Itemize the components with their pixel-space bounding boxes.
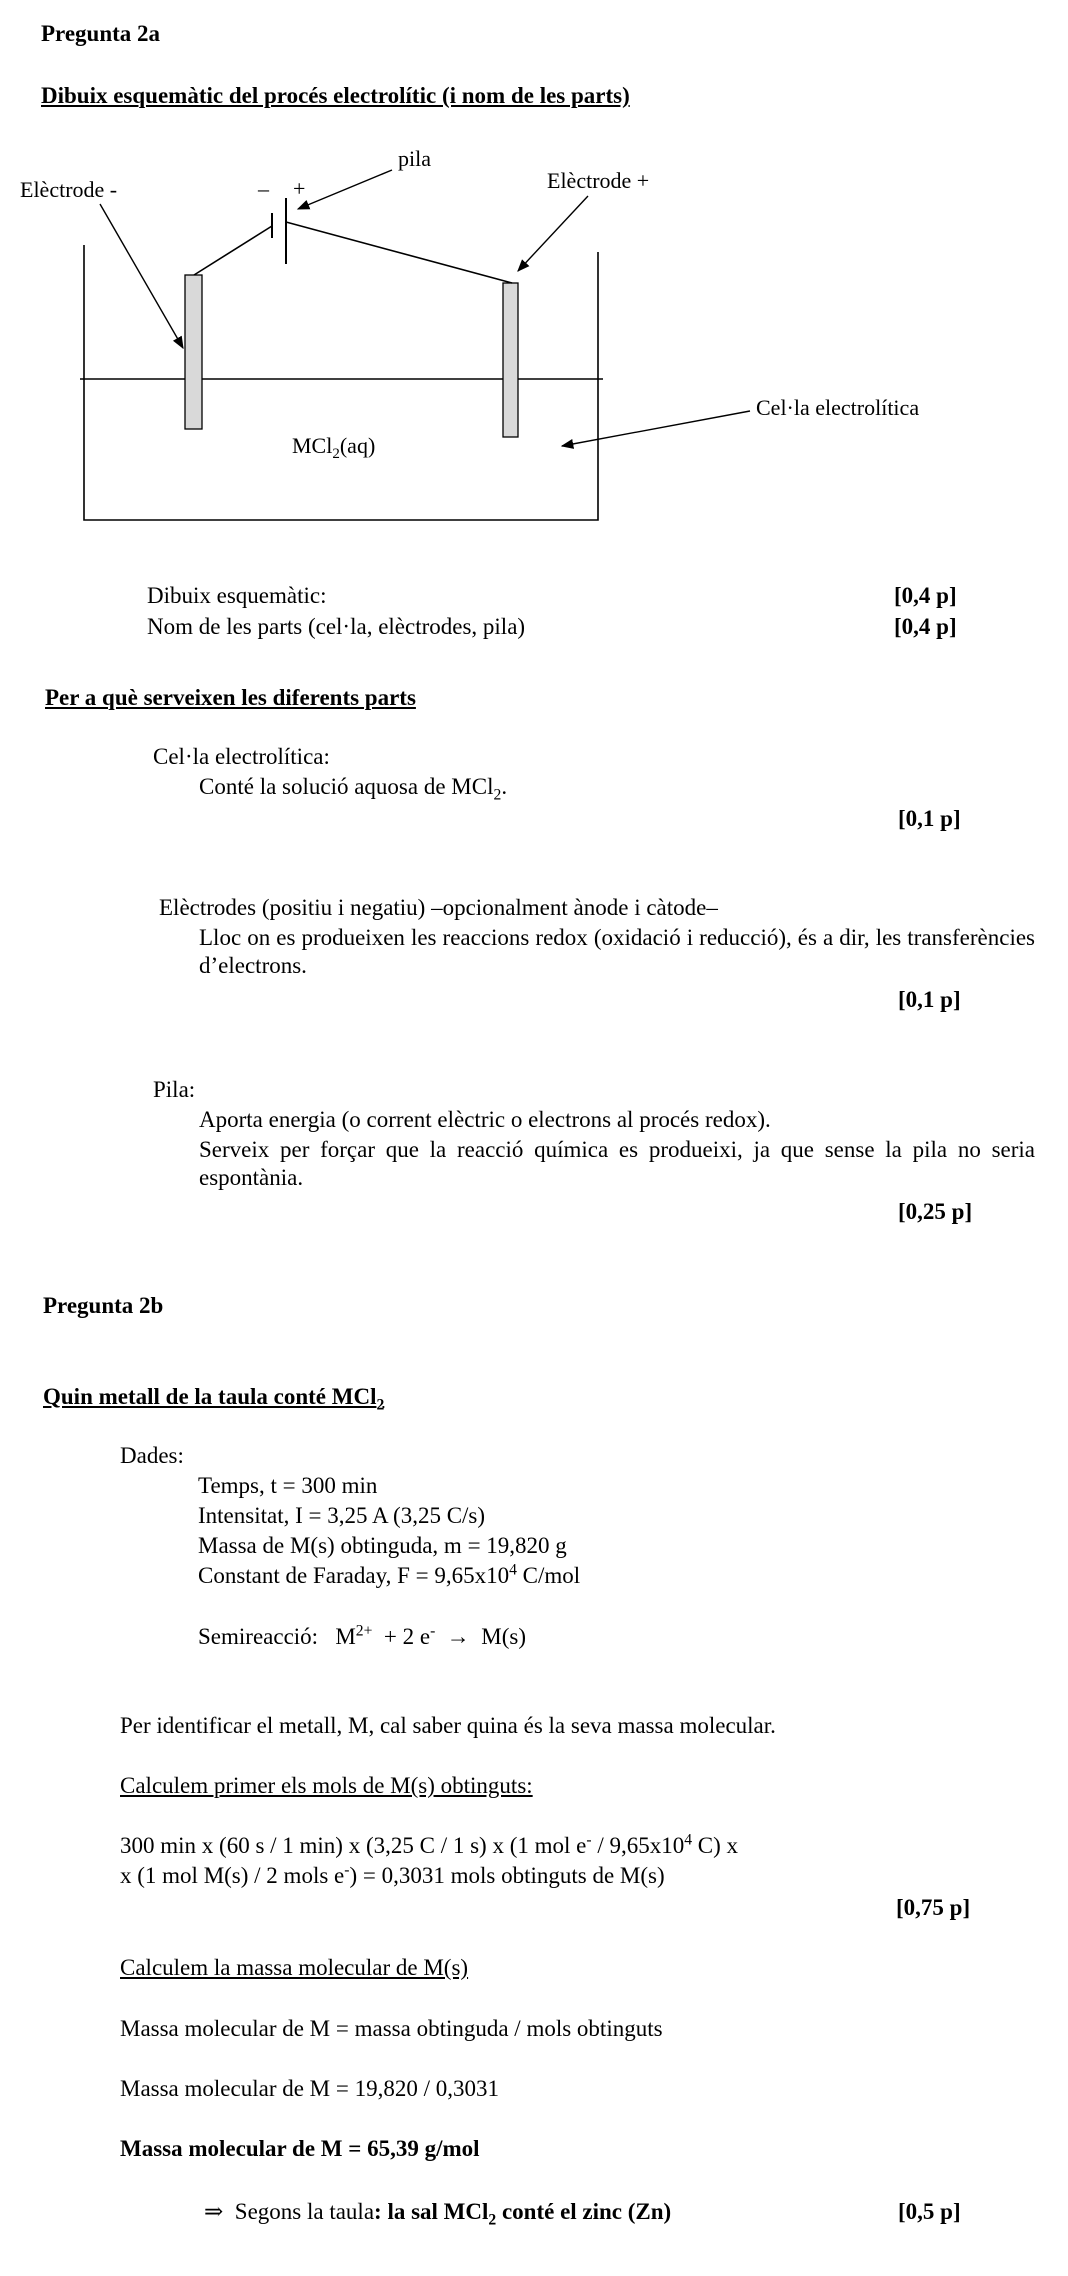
arrow-electrode-positive xyxy=(518,196,588,271)
conclusion: ⇒ Segons la taula: la sal MCl$_2$ conté el zinc (Zn) xyxy=(204,2199,672,2229)
moles-calc-line-1: 300 min x (60 s / 1 min) x (3,25 C / 1 s) x (1 mol $e^- / 9,65x10^4$ C) x xyxy=(120,1831,739,1858)
label-electrolytic-cell: Cel·la electrolítica xyxy=(756,395,920,420)
electrodes-title: Elèctrodes (positiu i negatiu) –opcionalment ànode i càtode– xyxy=(159,895,718,920)
half-reaction: Semireacció: $M^{2+} + 2$ e- → M(s) xyxy=(198,1622,527,1649)
cell-points: [0,1 p] xyxy=(898,806,961,831)
electrodes-points: [0,1 p] xyxy=(898,987,961,1012)
battery-description-2: Serveix per forçar que la reacció química es produeixi, ja que sense la pila no seria espontània. xyxy=(199,1137,1035,1190)
battery-points: [0,25 p] xyxy=(898,1199,973,1224)
electrolysis-diagram xyxy=(0,130,1068,530)
cell-container xyxy=(84,245,598,520)
negative-electrode xyxy=(185,275,202,429)
label-battery: pila xyxy=(398,146,431,171)
data-title: Dades: xyxy=(120,1443,184,1468)
label-electrode-negative: Elèctrode - xyxy=(20,177,118,202)
mass-title: Calculem la massa molecular de M(s) xyxy=(120,1955,469,1980)
section-title-diagram: Dibuix esquemàtic del procés electrolític (i nom de les parts) xyxy=(41,83,630,108)
cell-title: Cel·la electrolítica: xyxy=(153,744,330,769)
implies-icon: ⇒ xyxy=(204,2199,224,2224)
data-mass: Massa de M(s) obtinguda, m = 19,820 g xyxy=(198,1533,567,1558)
data-intensity: Intensitat, I = 3,25 A (3,25 C/s) xyxy=(198,1503,486,1528)
label-solution: MCl$_2$(aq) xyxy=(292,433,376,462)
positive-electrode xyxy=(503,283,518,437)
heading-pregunta-2a: Pregunta 2a xyxy=(41,21,161,46)
data-time: Temps, t = 300 min xyxy=(198,1473,378,1498)
score-points-drawing: [0,4 p] xyxy=(894,583,957,608)
section-title-purpose: Per a què serveixen les diferents parts xyxy=(45,685,416,710)
section-title-metal: Quin metall de la taula conté MCl$_2$ xyxy=(43,1384,385,1414)
moles-points: [0,75 p] xyxy=(896,1895,971,1920)
arrow-electrode-negative xyxy=(100,204,183,348)
battery-plus-sign: + xyxy=(293,176,306,201)
data-faraday: Constant de Faraday, $F = 9,65x10^4$ C/mol xyxy=(198,1561,581,1588)
electrodes-description: Lloc on es produeixen les reaccions redox (oxidació i reducció), és a dir, les transferències d’electrons. xyxy=(199,925,1035,978)
wire-negative xyxy=(194,226,272,275)
identify-text: Per identificar el metall, M, cal saber quina és la seva massa molecular. xyxy=(120,1713,776,1738)
score-label-parts: Nom de les parts (cel·la, elèctrodes, pila) xyxy=(147,614,526,639)
battery-description-1: Aporta energia (o corrent elèctric o electrons al procés redox). xyxy=(199,1107,771,1132)
cell-description: Conté la solució aquosa de MCl$_2$. xyxy=(199,774,508,804)
mass-formula: Massa molecular de M = massa obtinguda / mols obtinguts xyxy=(120,2016,663,2041)
arrow-battery xyxy=(298,170,392,209)
conclusion-points: [0,5 p] xyxy=(898,2199,961,2224)
moles-title: Calculem primer els mols de M(s) obtinguts: xyxy=(120,1773,533,1798)
arrow-electrolytic-cell xyxy=(562,411,750,446)
mass-calculation: Massa molecular de M = 19,820 / 0,3031 xyxy=(120,2076,499,2101)
heading-pregunta-2b: Pregunta 2b xyxy=(43,1293,164,1318)
mass-result: Massa molecular de M = 65,39 g/mol xyxy=(120,2136,480,2161)
moles-calc-line-2: x (1 mol M(s) / 2 mols e-) = 0,3031 mols obtinguts de M(s) xyxy=(120,1861,665,1888)
wire-positive xyxy=(286,222,512,283)
battery-minus-sign: – xyxy=(258,176,269,201)
score-points-parts: [0,4 p] xyxy=(894,614,957,639)
score-label-drawing: Dibuix esquemàtic: xyxy=(147,583,327,608)
label-electrode-positive: Elèctrode + xyxy=(547,168,650,193)
battery-title: Pila: xyxy=(153,1077,196,1102)
